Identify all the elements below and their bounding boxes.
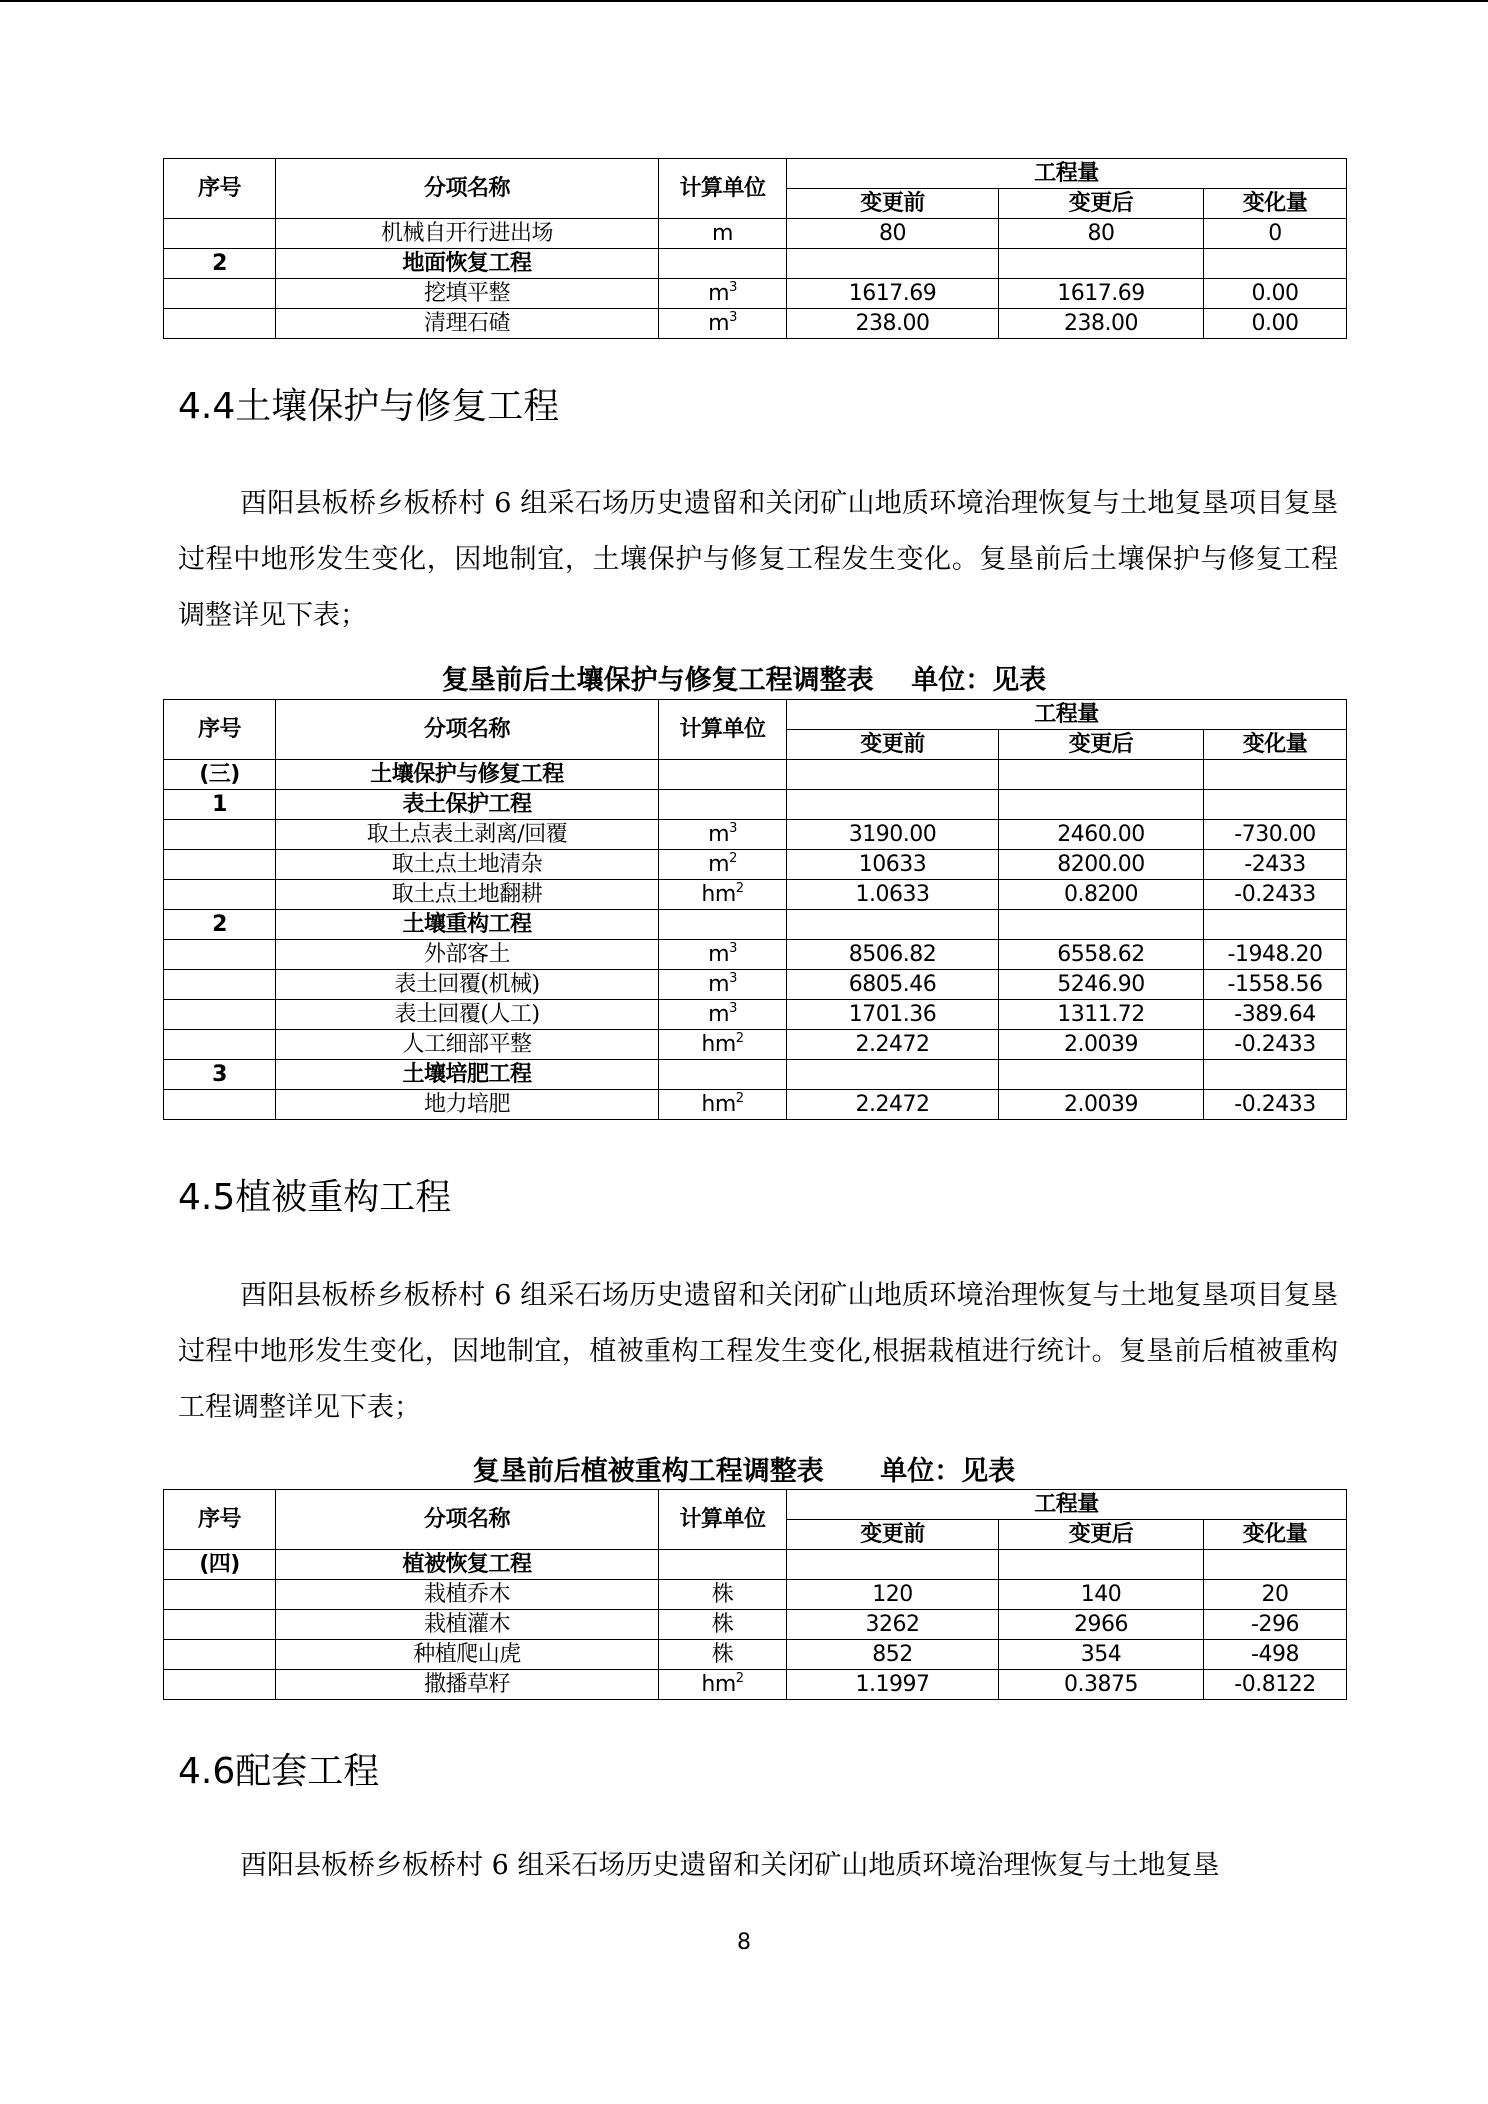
cell-after: 140 [999,1580,1204,1610]
cell-change: -0.2433 [1204,880,1347,910]
cell-change [1204,760,1347,790]
table-row [164,219,1347,249]
header-unit: 计算单位 [659,1490,787,1550]
cell-change: 0 [1204,219,1347,249]
cell-change: -498 [1204,1640,1347,1670]
cell-seq [164,850,276,880]
header-seq: 序号 [164,1490,276,1550]
table-header-row [164,159,1347,189]
unit-exponent: 3 [729,1000,737,1016]
cell-unit [659,970,787,1000]
cell-before: 2.2472 [787,1030,999,1060]
unit-exponent: 2 [735,1030,744,1046]
cell-unit [659,850,787,880]
cell-after [999,1060,1204,1090]
cell-before: 6805.46 [787,970,999,1000]
cell-item-name: 撒播草籽 [276,1670,659,1700]
cell-after: 0.3875 [999,1670,1204,1700]
unit-text: m [708,851,730,877]
cell-item-name: 取土点土地翻耕 [276,880,659,910]
table-row [164,1610,1347,1640]
section-title: 土壤保护与修复工程 [235,386,560,427]
header-after: 变更后 [999,1520,1204,1550]
table-row [164,910,1347,940]
cell-change [1204,1550,1347,1580]
cell-change [1204,1060,1347,1090]
page-number: 8 [737,1930,751,1955]
cell-unit [659,309,787,339]
cell-after: 2.0039 [999,1090,1204,1120]
cell-before: 3190.00 [787,820,999,850]
cell-before: 8506.82 [787,940,999,970]
header-seq: 序号 [164,700,276,760]
header-quantity: 工程量 [787,1490,1347,1520]
cell-item-name: 土壤保护与修复工程 [276,760,659,790]
cell-after: 1311.72 [999,1000,1204,1030]
cell-item-name: 种植爬山虎 [276,1640,659,1670]
cell-change: -1558.56 [1204,970,1347,1000]
section-paragraph-4-5: 酉阳县板桥乡板桥村 6 组采石场历史遗留和关闭矿山地质环境治理恢复与土地复垦项目复垦过程中地形发生变化，因地制宜，植被重构工程发生变化,根据栽植进行统计。复垦前后植被重构工程调整详见下表； [178,1280,1338,1423]
cell-seq [164,219,276,249]
cell-item-name: 土壤重构工程 [276,910,659,940]
unit-text: hm [701,1671,736,1697]
unit-exponent: 2 [735,1670,744,1686]
section-number: 4.6 [178,1751,236,1792]
table-row [164,279,1347,309]
cell-change: 0.00 [1204,279,1347,309]
cell-seq [164,1090,276,1120]
cell-change: -296 [1204,1610,1347,1640]
cell-after: 2460.00 [999,820,1204,850]
cell-unit [659,1090,787,1120]
section-heading-4-6 [178,1743,379,1794]
table-row [164,1060,1347,1090]
section-paragraph-4-4: 酉阳县板桥乡板桥村 6 组采石场历史遗留和关闭矿山地质环境治理恢复与土地复垦项目复垦过程中地形发生变化，因地制宜，土壤保护与修复工程发生变化。复垦前后土壤保护与修复工程调整详见下表； [178,488,1338,631]
cell-seq: 1 [164,790,276,820]
cell-seq [164,1670,276,1700]
header-change: 变化量 [1204,189,1347,219]
cell-before [787,249,999,279]
cell-unit [659,940,787,970]
cell-seq [164,309,276,339]
unit-exponent: 2 [735,880,744,896]
cell-before: 1.1997 [787,1670,999,1700]
table-row [164,880,1347,910]
table-row [164,309,1347,339]
header-before: 变更前 [787,730,999,760]
cell-after: 354 [999,1640,1204,1670]
cell-seq [164,1580,276,1610]
cell-change: -2433 [1204,850,1347,880]
cell-change: -0.2433 [1204,1090,1347,1120]
section-number: 4.5 [178,1177,236,1218]
table-row [164,1090,1347,1120]
cell-unit [659,1030,787,1060]
table-caption-soil: 复垦前后土壤保护与修复工程调整表 单位：见表 [441,665,1047,696]
unit-exponent: 3 [729,820,737,836]
header-item-name: 分项名称 [276,1490,659,1550]
unit-text: m [708,1001,730,1027]
cell-unit [659,820,787,850]
cell-seq [164,880,276,910]
cell-seq [164,1610,276,1640]
unit-exponent: 2 [735,1090,744,1106]
cell-after [999,790,1204,820]
cell-change: -0.2433 [1204,1030,1347,1060]
section-title: 植被重构工程 [235,1177,452,1218]
vegetation-table [163,1489,1347,1700]
cell-seq [164,970,276,1000]
unit-exponent: 2 [729,850,737,866]
cell-item-name: 外部客土 [276,940,659,970]
cell-after: 238.00 [999,309,1204,339]
cell-unit [659,1060,787,1090]
unit-text: m [708,941,730,967]
cell-before: 852 [787,1640,999,1670]
table-header-row [164,1490,1347,1520]
cell-seq [164,1030,276,1060]
header-quantity: 工程量 [787,700,1347,730]
cell-item-name: 土壤培肥工程 [276,1060,659,1090]
cell-item-name: 清理石碴 [276,309,659,339]
cell-seq: (三) [164,760,276,790]
header-item-name: 分项名称 [276,700,659,760]
cell-unit [659,1670,787,1700]
cell-change: -730.00 [1204,820,1347,850]
table-row [164,760,1347,790]
section-number: 4.4 [178,386,236,427]
cell-after: 8200.00 [999,850,1204,880]
cell-before: 1617.69 [787,279,999,309]
cell-unit [659,790,787,820]
table-row [164,1000,1347,1030]
cell-change: -0.8122 [1204,1670,1347,1700]
cell-after: 1617.69 [999,279,1204,309]
cell-change [1204,790,1347,820]
table-row [164,850,1347,880]
cell-unit [659,1610,787,1640]
cell-after: 2.0039 [999,1030,1204,1060]
cell-after: 0.8200 [999,880,1204,910]
table-row [164,249,1347,279]
cell-after [999,249,1204,279]
cell-seq [164,1640,276,1670]
cell-after: 80 [999,219,1204,249]
table-row [164,820,1347,850]
unit-text: m [708,310,730,336]
cell-change [1204,910,1347,940]
cell-before: 3262 [787,1610,999,1640]
header-after: 变更后 [999,189,1204,219]
cell-after [999,760,1204,790]
cell-before [787,790,999,820]
cell-seq: 2 [164,249,276,279]
table-row [164,790,1347,820]
header-item-name: 分项名称 [276,159,659,219]
header-unit: 计算单位 [659,159,787,219]
cell-unit [659,1000,787,1030]
table-row [164,970,1347,1000]
unit-exponent: 3 [729,970,737,986]
cell-item-name: 栽植乔木 [276,1580,659,1610]
cell-seq [164,940,276,970]
unit-text: 株 [711,1581,734,1607]
cell-unit [659,1580,787,1610]
cell-before [787,1550,999,1580]
cell-before [787,760,999,790]
cell-after [999,910,1204,940]
table-row [164,1640,1347,1670]
engineering-table-continued [163,158,1347,339]
unit-exponent: 3 [729,309,737,325]
cell-unit [659,910,787,940]
header-quantity: 工程量 [787,159,1347,189]
cell-change: -389.64 [1204,1000,1347,1030]
cell-unit [659,249,787,279]
cell-seq [164,1000,276,1030]
cell-seq [164,820,276,850]
cell-after: 6558.62 [999,940,1204,970]
unit-text: 株 [711,1641,734,1667]
cell-item-name: 栽植灌木 [276,1610,659,1640]
cell-item-name: 表土保护工程 [276,790,659,820]
unit-exponent: 3 [729,279,737,295]
cell-unit [659,880,787,910]
unit-text: 株 [711,1611,734,1637]
cell-item-name: 地面恢复工程 [276,249,659,279]
cell-before [787,910,999,940]
unit-exponent: 3 [729,940,737,956]
cell-after: 2966 [999,1610,1204,1640]
unit-text: m [708,821,730,847]
table-caption-vegetation: 复垦前后植被重构工程调整表 单位：见表 [472,1456,1016,1487]
header-before: 变更前 [787,1520,999,1550]
cell-item-name: 挖填平整 [276,279,659,309]
cell-change: 20 [1204,1580,1347,1610]
cell-unit [659,279,787,309]
cell-unit [659,760,787,790]
cell-change: 0.00 [1204,309,1347,339]
cell-before: 2.2472 [787,1090,999,1120]
cell-item-name: 植被恢复工程 [276,1550,659,1580]
unit-text: m [712,220,733,246]
header-unit: 计算单位 [659,700,787,760]
unit-text: hm [701,1091,736,1117]
cell-item-name: 取土点土地清杂 [276,850,659,880]
cell-item-name: 表土回覆(机械) [276,970,659,1000]
section-heading-4-5 [178,1169,451,1220]
cell-item-name: 取土点表土剥离/回覆 [276,820,659,850]
section-paragraph-4-6: 酉阳县板桥乡板桥村 6 组采石场历史遗留和关闭矿山地质环境治理恢复与土地复垦 [240,1850,1220,1881]
table-row [164,1670,1347,1700]
unit-text: m [708,280,730,306]
unit-text: m [708,971,730,997]
cell-before: 120 [787,1580,999,1610]
cell-unit [659,1550,787,1580]
cell-seq [164,279,276,309]
cell-before: 238.00 [787,309,999,339]
cell-change [1204,249,1347,279]
section-title: 配套工程 [235,1751,380,1792]
table-row [164,1030,1347,1060]
header-change: 变化量 [1204,1520,1347,1550]
cell-after: 5246.90 [999,970,1204,1000]
cell-item-name: 表土回覆(人工) [276,1000,659,1030]
cell-seq: (四) [164,1550,276,1580]
cell-before: 1.0633 [787,880,999,910]
cell-unit [659,1640,787,1670]
table-header-row [164,700,1347,730]
unit-text: hm [701,1031,736,1057]
header-before: 变更前 [787,189,999,219]
unit-text: hm [701,881,736,907]
cell-before: 1701.36 [787,1000,999,1030]
cell-change: -1948.20 [1204,940,1347,970]
table-row [164,940,1347,970]
cell-item-name: 人工细部平整 [276,1030,659,1060]
section-heading-4-4 [178,378,559,429]
header-seq: 序号 [164,159,276,219]
cell-before: 80 [787,219,999,249]
table-row [164,1550,1347,1580]
cell-seq: 3 [164,1060,276,1090]
header-after: 变更后 [999,730,1204,760]
header-change: 变化量 [1204,730,1347,760]
cell-seq: 2 [164,910,276,940]
table-row [164,1580,1347,1610]
cell-item-name: 地力培肥 [276,1090,659,1120]
cell-before [787,1060,999,1090]
cell-item-name: 机械自开行进出场 [276,219,659,249]
soil-protection-table [163,699,1347,1120]
cell-before: 10633 [787,850,999,880]
cell-unit [659,219,787,249]
cell-after [999,1550,1204,1580]
